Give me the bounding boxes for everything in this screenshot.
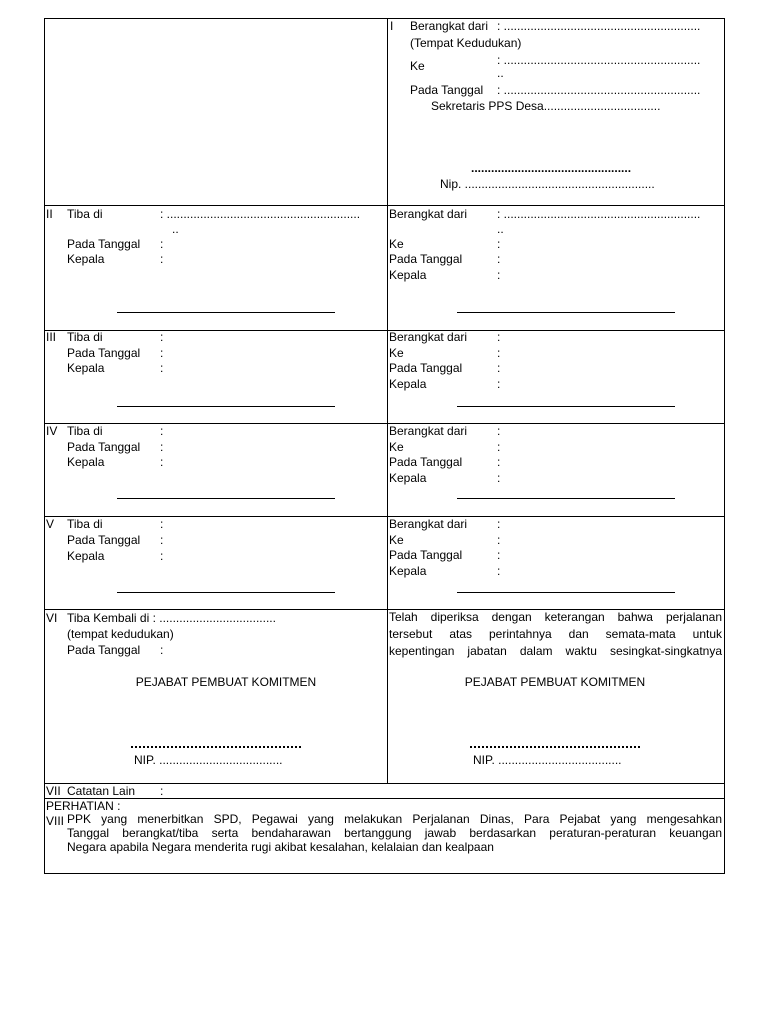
berangkat-value: : ........................................................... [497, 207, 701, 221]
signature-line [457, 592, 675, 593]
roman-numeral: V [46, 517, 55, 531]
ke-value-wrap: .. [497, 66, 504, 80]
row-divider-7 [44, 798, 725, 799]
signature-line [117, 406, 335, 407]
colon: : [160, 517, 164, 531]
colon: : [160, 424, 164, 438]
tanggal-label: Pada Tanggal [67, 440, 141, 454]
colon: : [497, 548, 501, 562]
tiba-label: Tiba di [67, 207, 103, 221]
roman-numeral: IV [46, 424, 58, 438]
roman-numeral: I [390, 19, 394, 33]
berangkat-label: Berangkat dari [389, 517, 468, 531]
kepala-label: Kepala [389, 471, 427, 485]
tanggal-label: Pada Tanggal [67, 533, 141, 547]
tanggal-label: Pada Tanggal [389, 455, 463, 469]
pemeriksaan-line-1: Telah diperiksa dengan keterangan bahwa perjalanan [389, 610, 722, 624]
ke-label: Ke [389, 533, 404, 547]
row-divider-4 [44, 516, 725, 517]
signature-line [117, 592, 335, 593]
colon: : [497, 564, 501, 578]
signature-dots [470, 746, 640, 748]
kepala-label: Kepala [67, 252, 105, 266]
colon: : [160, 252, 164, 266]
colon: : [160, 346, 164, 360]
roman-numeral: III [46, 330, 57, 344]
signature-line [457, 498, 675, 499]
tiba-value-wrap: .. [172, 222, 179, 236]
colon: : [160, 237, 164, 251]
colon: : [497, 471, 501, 485]
border-bottom [44, 873, 725, 874]
nip-line: NIP. ..................................... [134, 753, 283, 767]
tanggal-label: Pada Tanggal [389, 361, 463, 375]
colon: : [160, 455, 164, 469]
berangkat-value-wrap: .. [497, 222, 504, 236]
signature-line [457, 312, 675, 313]
roman-numeral: VI [46, 611, 58, 625]
tanggal-label: Pada Tanggal [410, 83, 484, 97]
pejabat-title: PEJABAT PEMBUAT KOMITMEN [464, 675, 646, 689]
tiba-label: Tiba di [67, 424, 103, 438]
ke-label: Ke [389, 237, 404, 251]
colon: : [497, 424, 501, 438]
kepala-label: Kepala [389, 268, 427, 282]
tanggal-label: Pada Tanggal [67, 643, 141, 657]
perhatian-line-3: Negara apabila Negara menderita rugi akibat kesalahan, kelalaian dan kealpaan [67, 840, 494, 854]
tanggal-label: Pada Tanggal [389, 548, 463, 562]
colon: : [497, 361, 501, 375]
ke-label: Ke [389, 346, 404, 360]
signature-line [457, 406, 675, 407]
border-right [724, 18, 725, 874]
tanggal-label: Pada Tanggal [389, 252, 463, 266]
kepala-label: Kepala [389, 377, 427, 391]
perhatian-heading: PERHATIAN : [46, 799, 121, 813]
berangkat-value: : ........................................................... [497, 19, 701, 33]
colon: : [497, 237, 501, 251]
nip-line: NIP. ..................................... [473, 753, 622, 767]
pemeriksaan-line-2: tersebut atas perintahnya dan semata-mata untuk [389, 627, 722, 641]
colon: : [497, 330, 501, 344]
berangkat-label: Berangkat dari [389, 207, 468, 221]
tiba-value: : .......................................................... [160, 207, 361, 221]
row-divider-6 [44, 783, 725, 784]
signature-line [117, 312, 335, 313]
pejabat-title: PEJABAT PEMBUAT KOMITMEN [135, 675, 317, 689]
row-divider-1 [44, 205, 725, 206]
perhatian-line-2: Tanggal berangkat/tiba serta bendaharawan bertanggung jawab berdasarkan peraturan-peraturan keuangan [67, 826, 722, 840]
catatan-label: Catatan Lain [67, 784, 136, 798]
kepala-label: Kepala [67, 455, 105, 469]
colon: : [160, 361, 164, 375]
signature-dots: ................................................ [471, 161, 632, 175]
kepala-label: Kepala [67, 361, 105, 375]
tiba-label: Tiba di [67, 330, 103, 344]
tiba-label: Tiba di [67, 517, 103, 531]
row-divider-3 [44, 423, 725, 424]
ke-label: Ke [389, 440, 404, 454]
colon: : [160, 440, 164, 454]
tiba-kembali-line: Tiba Kembali di : ................................... [67, 611, 276, 625]
kepala-label: Kepala [67, 549, 105, 563]
tempat-kedudukan: (tempat kedudukan) [67, 627, 174, 641]
colon: : [160, 549, 164, 563]
pemeriksaan-line-3: kepentingan jabatan dalam waktu sesingkat-singkatnya [389, 644, 722, 658]
roman-numeral: VIII [46, 814, 65, 828]
colon: : [497, 455, 501, 469]
colon: : [497, 517, 501, 531]
roman-numeral: VII [46, 784, 61, 798]
perhatian-line-1: PPK yang menerbitkan SPD, Pegawai yang melakukan Perjalanan Dinas, Para Pejabat yang mengesahkan [67, 812, 722, 826]
tanggal-label: Pada Tanggal [67, 346, 141, 360]
colon: : [497, 268, 501, 282]
ke-value: : ........................................................... [497, 53, 701, 67]
berangkat-label: Berangkat dari [410, 19, 489, 33]
tanggal-value: : ........................................................... [497, 83, 701, 97]
sekretaris-label: Sekretaris PPS Desa................................... [431, 99, 661, 113]
colon: : [160, 330, 164, 344]
colon: : [160, 784, 164, 798]
kepala-label: Kepala [389, 564, 427, 578]
colon: : [497, 252, 501, 266]
colon: : [497, 440, 501, 454]
colon: : [497, 346, 501, 360]
tempat-kedudukan: (Tempat Kedudukan) [410, 36, 522, 50]
border-left [44, 18, 45, 874]
column-divider [387, 18, 388, 784]
row-divider-2 [44, 330, 725, 331]
colon: : [160, 643, 164, 657]
berangkat-label: Berangkat dari [389, 330, 468, 344]
nip-line: Nip. ......................................................... [440, 177, 655, 191]
colon: : [160, 533, 164, 547]
colon: : [497, 533, 501, 547]
tanggal-label: Pada Tanggal [67, 237, 141, 251]
signature-line [117, 498, 335, 499]
ke-label: Ke [410, 59, 425, 73]
berangkat-label: Berangkat dari [389, 424, 468, 438]
colon: : [497, 377, 501, 391]
signature-dots [131, 746, 301, 748]
roman-numeral: II [46, 207, 53, 221]
